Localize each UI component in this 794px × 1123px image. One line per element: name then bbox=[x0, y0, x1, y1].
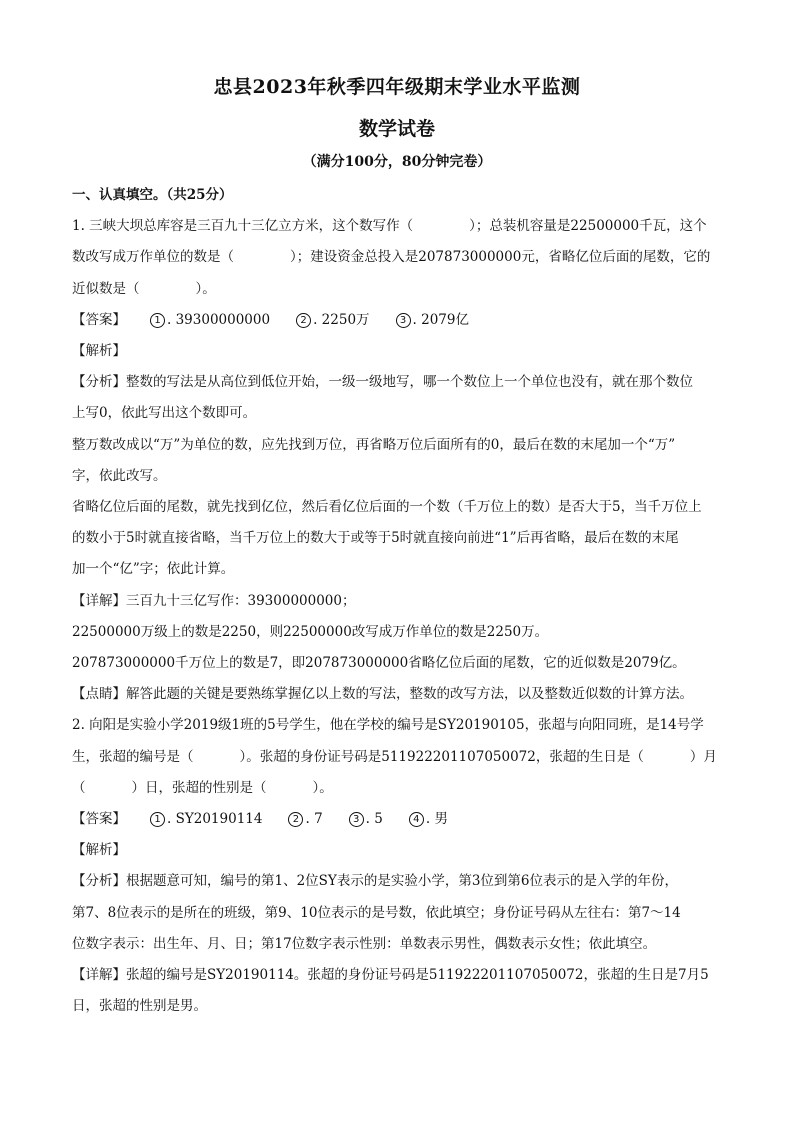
section-heading: 一、认真填空。（共25分） bbox=[72, 187, 233, 203]
answer-item: 2 . 2250万 bbox=[296, 305, 369, 336]
circled-number-icon: 4 bbox=[409, 812, 424, 827]
question-2-line-1: 2. 向阳是实验小学2019级1班的5号学生，他在学校的编号是SY20190105，张超与向阳同班，是14号学 bbox=[72, 717, 704, 734]
circled-number-icon: 2 bbox=[296, 313, 311, 328]
q1-analysis-line: 字，依此改写。 bbox=[72, 467, 167, 484]
answer-text: 39300000000 bbox=[175, 311, 271, 328]
analysis-label: 【解析】 bbox=[72, 842, 126, 859]
answer-text: SY20190114 bbox=[175, 811, 263, 828]
circled-number-icon: 1 bbox=[150, 313, 165, 328]
q2-text-c: ）月 bbox=[689, 748, 717, 765]
exam-content bbox=[72, 180, 728, 1022]
question-1-line-1 bbox=[72, 211, 728, 242]
analysis-label: 【解析】 bbox=[72, 343, 126, 360]
answer-text: 5 bbox=[374, 811, 383, 828]
q1-analysis-line: 加一个“亿”字；依此计算。 bbox=[72, 561, 235, 578]
question-2-line-2 bbox=[72, 742, 728, 773]
answer-label: 【答案】 bbox=[72, 311, 126, 328]
q2-text-d: （ bbox=[72, 779, 86, 796]
q2-analysis-line: 位数字表示：出生年、月、日；第17位数字表示性别：单数表示男性，偶数表示女性；依此填空。 bbox=[72, 935, 657, 952]
circled-number-icon: 3 bbox=[349, 812, 364, 827]
q1-analysis-line: 的数小于5时就直接省略，当千万位上的数大于或等于5时就直接向前进“1”后再省略，最后在数的末尾 bbox=[72, 530, 679, 547]
q2-text-a: 生，张超的编号是（ bbox=[72, 748, 194, 765]
answer-item: 2 . 7 bbox=[288, 804, 322, 835]
answer-item: 4 . 男 bbox=[409, 804, 448, 835]
q1-text-f: ）。 bbox=[195, 280, 216, 297]
q1-analysis-line: 【分析】整数的写法是从高位到低位开始，一级一级地写，哪一个数位上一个单位也没有，就在那个数位 bbox=[72, 374, 693, 391]
answer-item: 1 . SY20190114 bbox=[150, 804, 262, 835]
q1-detail-line: 【详解】三百九十三亿写作：39300000000； bbox=[72, 592, 356, 609]
q2-text-b: ）。张超的身份证号码是511922201107050072，张超的生日是（ bbox=[239, 748, 644, 765]
q2-text-e: ）日，张超的性别是（ bbox=[131, 779, 267, 796]
q1-text-e: 近似数是（ bbox=[72, 280, 140, 297]
circled-number-icon: 3 bbox=[396, 313, 411, 328]
answer-text: 2079亿 bbox=[421, 311, 469, 328]
answer-label: 【答案】 bbox=[72, 811, 126, 828]
q1-text-c: 数改写成万作单位的数是（ bbox=[72, 249, 234, 266]
q1-key-point: 【点睛】解答此题的关键是要熟练掌握亿以上数的写法，整数的改写方法，以及整数近似数的计算方法。 bbox=[72, 686, 693, 703]
q1-text-b: ）；总装机容量是22500000千瓦，这个 bbox=[469, 218, 707, 235]
q2-detail-line: 【详解】张超的编号是SY20190114。张超的身份证号码是511922201107050072，张超的生日是7月5 bbox=[72, 967, 709, 984]
q2-analysis-line: 第7、8位表示的是所在的班级，第9、10位表示的是号数，依此填空；身份证号码从左往右：第7～14 bbox=[72, 904, 681, 921]
exam-subject: 数学试卷 bbox=[358, 118, 435, 140]
answer-text: 7 bbox=[314, 811, 323, 828]
answer-item: 3 . 5 bbox=[349, 804, 383, 835]
q1-analysis-line: 省略亿位后面的尾数，就先找到亿位，然后看亿位后面的一个数（千万位上的数）是否大于5，当千万位上 bbox=[72, 499, 702, 516]
q2-detail-line: 日，张超的性别是男。 bbox=[72, 998, 207, 1015]
answer-item: 3 . 2079亿 bbox=[396, 305, 469, 336]
q1-text-d: ）；建设资金总投入是207873000000元，省略亿位后面的尾数，它的 bbox=[290, 249, 711, 266]
answer-item: 1 . 39300000000 bbox=[150, 305, 270, 336]
circled-number-icon: 1 bbox=[150, 812, 165, 827]
question-1-line-3 bbox=[72, 274, 728, 305]
answer-text: 2250万 bbox=[321, 311, 370, 328]
q1-answer-row bbox=[72, 305, 728, 336]
q1-analysis-line: 上写0，依此写出这个数即可。 bbox=[72, 405, 257, 422]
exam-note: （满分100分，80分钟完卷） bbox=[302, 154, 492, 170]
question-1-line-2 bbox=[72, 242, 728, 273]
q1-text-a: 1. 三峡大坝总库容是三百九十三亿立方米，这个数写作（ bbox=[72, 218, 414, 235]
q1-detail-line: 22500000万级上的数是2250，则22500000改写成万作单位的数是2250万。 bbox=[72, 623, 549, 640]
exam-title: 忠县2023年秋季四年级期末学业水平监测 bbox=[213, 76, 581, 98]
q2-answer-row bbox=[72, 804, 728, 835]
question-2-line-3 bbox=[72, 773, 728, 804]
q1-detail-line: 207873000000千万位上的数是7，即207873000000省略亿位后面的尾数，它的近似数是2079亿。 bbox=[72, 655, 686, 672]
q2-analysis-line: 【分析】根据题意可知，编号的第1、2位SY表示的是实验小学，第3位到第6位表示的是入学的年份， bbox=[72, 873, 679, 890]
q2-text-f: ）。 bbox=[312, 779, 333, 796]
circled-number-icon: 2 bbox=[288, 812, 303, 827]
answer-text: 男 bbox=[434, 811, 448, 828]
q1-analysis-line: 整万数改成以“万”为单位的数，应先找到万位，再省略万位后面所有的0，最后在数的末尾加一个“万” bbox=[72, 436, 676, 453]
